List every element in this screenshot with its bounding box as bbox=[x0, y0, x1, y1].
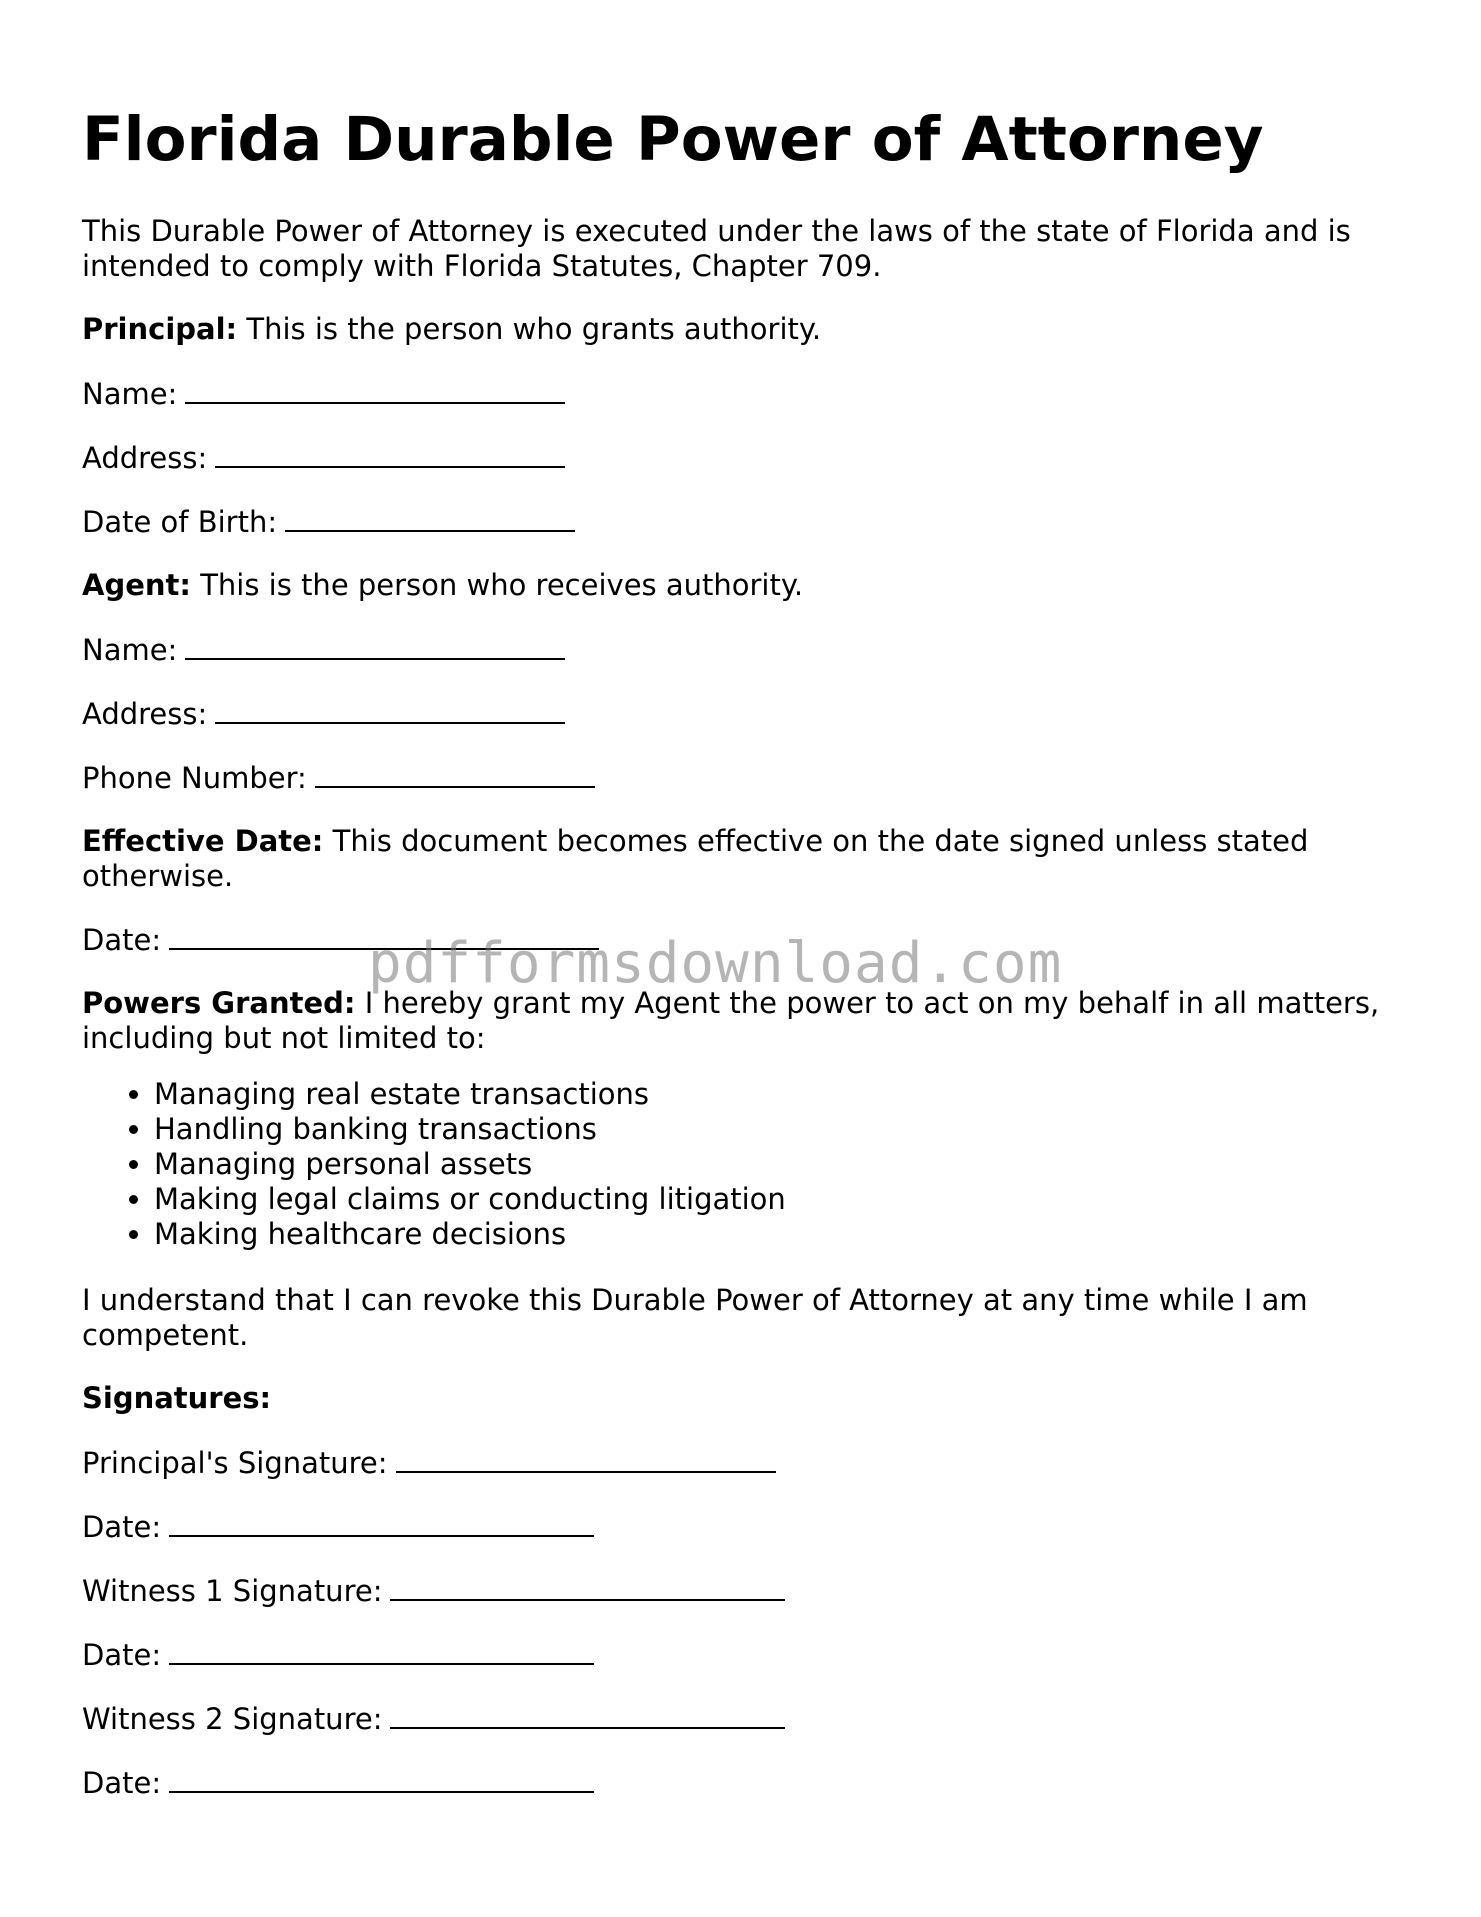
principal-name-label: Name: bbox=[82, 377, 178, 411]
principal-name-input[interactable] bbox=[185, 376, 565, 404]
list-item: • Managing personal assets bbox=[154, 1147, 786, 1182]
effective-heading: Effective Date: bbox=[82, 824, 324, 858]
principal-signature-input[interactable] bbox=[396, 1445, 776, 1473]
witness2-signature-input[interactable] bbox=[390, 1701, 785, 1729]
principal-address-field bbox=[82, 440, 565, 476]
witness1-signature-field bbox=[82, 1573, 785, 1609]
principal-dob-field bbox=[82, 504, 575, 540]
agent-address-input[interactable] bbox=[215, 696, 565, 724]
principal-dob-input[interactable] bbox=[285, 504, 575, 532]
principal-description: This is the person who grants authority. bbox=[246, 312, 822, 346]
date-label: Date: bbox=[82, 1638, 162, 1672]
principal-signature-date-field bbox=[82, 1509, 594, 1545]
list-item: • Managing real estate transactions bbox=[154, 1077, 786, 1112]
revocation-paragraph: I understand that I can revoke this Durable Power of Attorney at any time while I am competent. bbox=[82, 1283, 1308, 1352]
agent-name-label: Name: bbox=[82, 633, 178, 667]
agent-phone-label: Phone Number: bbox=[82, 761, 307, 795]
signatures-section bbox=[82, 1381, 1412, 1416]
list-item: • Making healthcare decisions bbox=[154, 1217, 786, 1252]
effective-date-section bbox=[82, 824, 1412, 894]
principal-signature-label: Principal's Signature: bbox=[82, 1446, 388, 1480]
witness2-date-input[interactable] bbox=[169, 1765, 594, 1793]
powers-section bbox=[82, 986, 1412, 1056]
effective-date-label: Date: bbox=[82, 923, 162, 957]
witness1-date-input[interactable] bbox=[169, 1637, 594, 1665]
principal-name-field bbox=[82, 376, 565, 412]
agent-name-input[interactable] bbox=[185, 632, 565, 660]
agent-heading: Agent: bbox=[82, 568, 191, 602]
principal-dob-label: Date of Birth: bbox=[82, 505, 278, 539]
witness1-signature-label: Witness 1 Signature: bbox=[82, 1574, 383, 1608]
intro-paragraph: This Durable Power of Attorney is executed under the laws of the state of Florida and is intended to comply with Florida Statutes, Chapter 709. bbox=[82, 214, 1351, 283]
principal-address-input[interactable] bbox=[215, 440, 565, 468]
date-label: Date: bbox=[82, 1510, 162, 1544]
list-item: • Making legal claims or conducting litigation bbox=[154, 1182, 786, 1217]
list-item: • Handling banking transactions bbox=[154, 1112, 786, 1147]
principal-address-label: Address: bbox=[82, 441, 208, 475]
agent-section-heading bbox=[82, 568, 1412, 603]
principal-heading: Principal: bbox=[82, 312, 238, 346]
principal-signature-date-input[interactable] bbox=[169, 1509, 594, 1537]
effective-date-input[interactable] bbox=[169, 922, 599, 950]
page-title: Florida Durable Power of Attorney bbox=[82, 104, 1264, 175]
agent-phone-field bbox=[82, 760, 595, 796]
agent-address-label: Address: bbox=[82, 697, 208, 731]
agent-address-field bbox=[82, 696, 565, 732]
principal-signature-field bbox=[82, 1445, 776, 1481]
witness2-date-field bbox=[82, 1765, 594, 1801]
powers-description: I hereby grant my Agent the power to act on my behalf in all matters, including but not limited to: bbox=[82, 986, 1380, 1055]
agent-name-field bbox=[82, 632, 565, 668]
principal-section-heading bbox=[82, 312, 1412, 347]
witness2-signature-field bbox=[82, 1701, 785, 1737]
powers-list bbox=[82, 1077, 786, 1252]
effective-date-field bbox=[82, 922, 599, 958]
witness1-date-field bbox=[82, 1637, 594, 1673]
powers-heading: Powers Granted: bbox=[82, 986, 356, 1020]
witness1-signature-input[interactable] bbox=[390, 1573, 785, 1601]
date-label: Date: bbox=[82, 1766, 162, 1800]
watermark-text: pdfformsdownload.com bbox=[368, 931, 1063, 996]
witness2-signature-label: Witness 2 Signature: bbox=[82, 1702, 383, 1736]
agent-description: This is the person who receives authority. bbox=[200, 568, 804, 602]
signatures-heading: Signatures: bbox=[82, 1381, 272, 1415]
effective-description: This document becomes effective on the date signed unless stated otherwise. bbox=[82, 824, 1309, 893]
agent-phone-input[interactable] bbox=[315, 760, 595, 788]
